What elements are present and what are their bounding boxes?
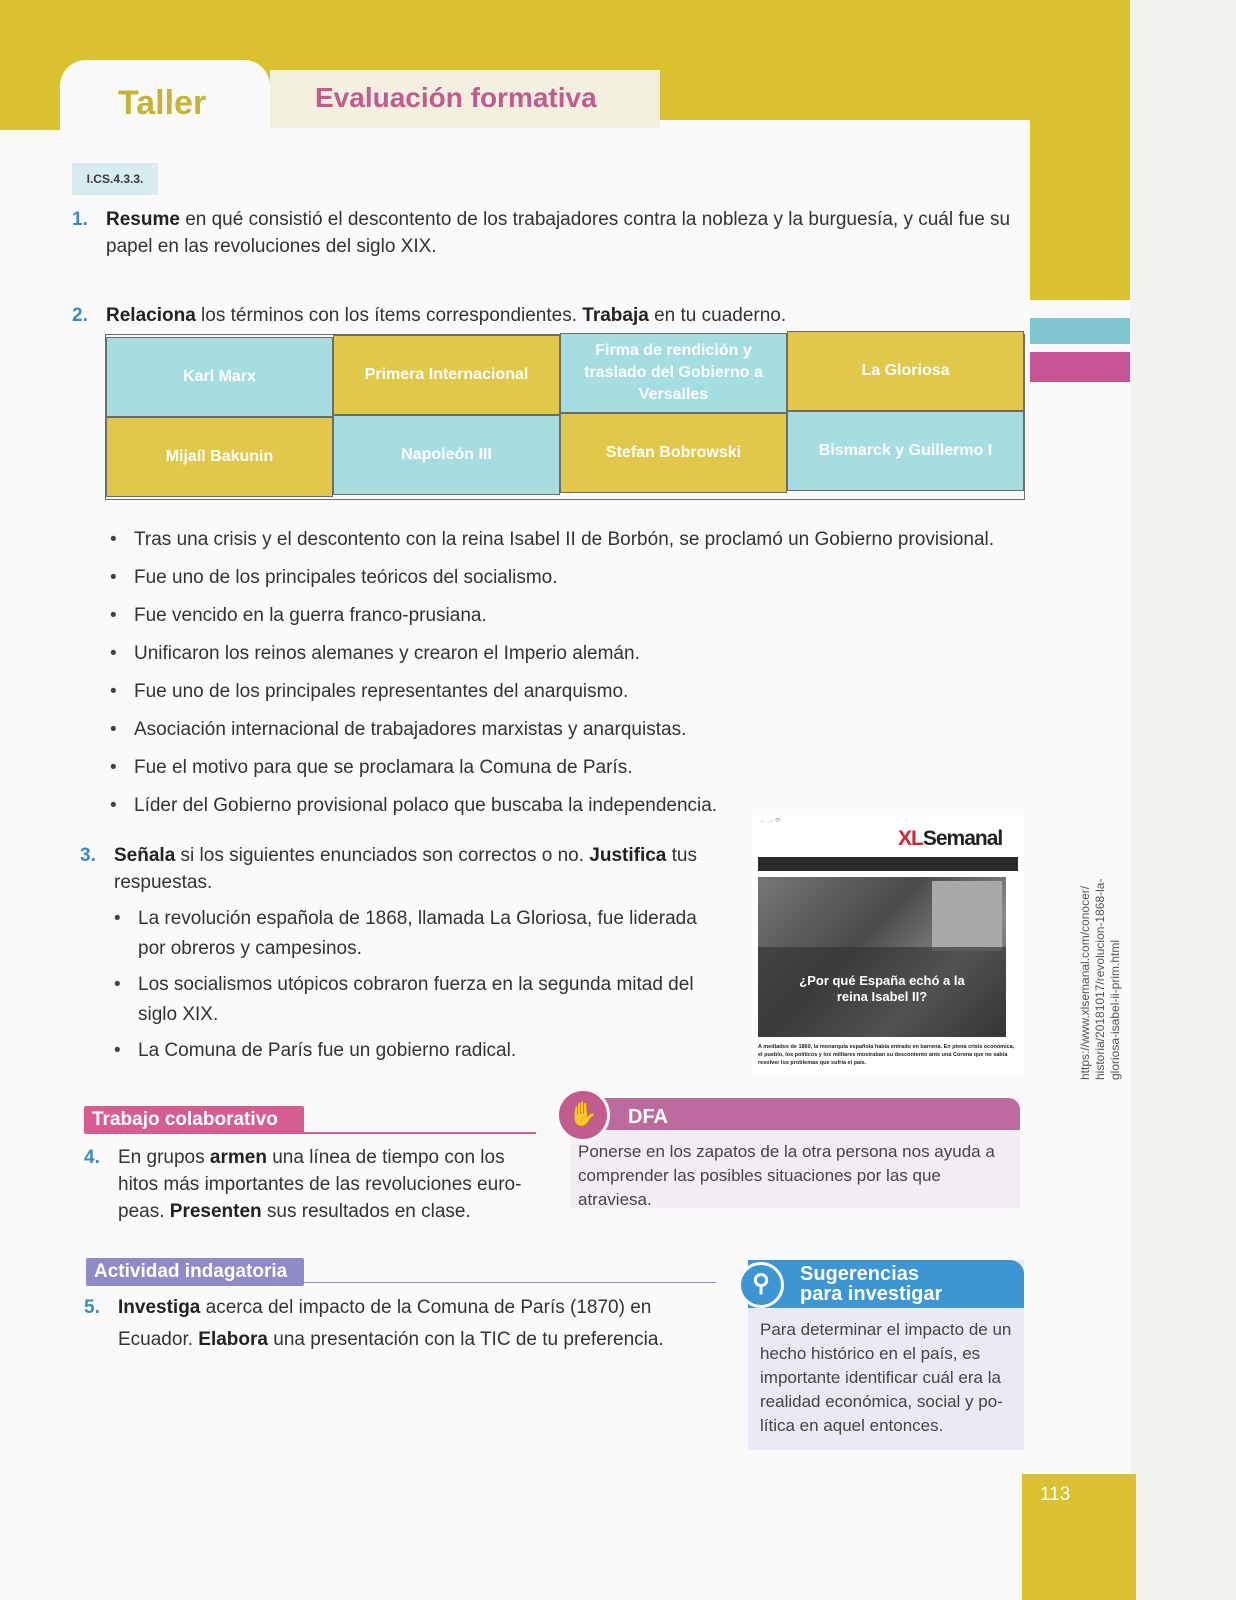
inquiry-section-title: Actividad indagatoria [86, 1258, 304, 1286]
dfa-text: Ponerse en los zapatos de la otra persona nos ayuda a comprender las posibles situaciones por las que atraviesa. [578, 1142, 995, 1209]
question-verb-2: Elabora [198, 1329, 268, 1350]
term-cell: Mijaíl Bakunin [106, 417, 333, 497]
term-cell: La Gloriosa [787, 331, 1024, 411]
statement-item: • La revolución española de 1868, llamada La Gloriosa, fue liderada por obreros y campesinos. [114, 904, 718, 964]
question-verb: Investiga [118, 1297, 201, 1318]
question-5 [84, 1292, 724, 1356]
question-number: 4. [84, 1147, 100, 1168]
items-list [110, 521, 1030, 825]
list-item: • Líder del Gobierno provisional polaco que buscaba la independencia. [110, 787, 1030, 825]
hands-icon: ✋ [556, 1088, 610, 1142]
historical-painting-image [758, 877, 1006, 1037]
magazine-caption: A mediados de 1860, la monarquía española había entrado en barrena. En plena crisis económica, el pueblo, los políticos y los militares mostraban su descontento ante una Corona que no sabía resolver los problemas que sufría el país. [758, 1044, 1015, 1066]
right-yellow-band [1030, 0, 1130, 300]
question-text-2: tus respuestas. [114, 845, 697, 893]
term-cell: Napoleón III [333, 415, 560, 495]
magazine-logo: XLSemanal [898, 827, 1003, 850]
question-text: acerca del impacto de la Comuna de París (1870) en Ecuador. [118, 1297, 652, 1350]
dfa-title: DFA [628, 1106, 668, 1128]
term-cell: Firma de rendición y traslado del Gobierno a Versalles [560, 333, 787, 413]
suggestions-text: Para determinar el impacto de un hecho histórico en el país, es importante identificar cuál era la realidad económica, social y po-lítica en aquel entonces. [760, 1320, 1012, 1435]
term-cell: Karl Marx [106, 337, 333, 417]
source-url: https://www.xlsemanal.com/conocer/ historia/20181017/revolucion-1868-la- gloriosa-isabel-ii-prim.html [1078, 878, 1122, 1080]
collab-divider [300, 1132, 536, 1134]
question-verb: armen [209, 1147, 267, 1168]
question-text-2: en tu cuaderno. [648, 305, 787, 326]
magazine-headline: ¿Por qué España echó a la reina Isabel II? [799, 973, 965, 1004]
magazine-nav-bar [758, 857, 1018, 871]
question-text: los términos con los ítems correspondientes. [195, 305, 583, 326]
criteria-code: I.CS.4.3.3. [72, 163, 158, 195]
list-item: • Tras una crisis y el descontento con la reina Isabel II de Borbón, se proclamó un Gobierno provisional. [110, 521, 1030, 559]
question-text: una línea de tiempo con los hitos más importantes de las revoluciones euro-peas. [118, 1147, 522, 1222]
side-tab-pink [1030, 352, 1130, 382]
browser-address-bar: ← → ⟳ [760, 818, 781, 824]
magnifier-icon: ⚲ [738, 1262, 784, 1308]
question-verb: Relaciona [106, 305, 196, 326]
question-number: 3. [80, 845, 96, 866]
terms-table [105, 334, 1025, 500]
statements-list [114, 904, 718, 1066]
term-cell: Stefan Bobrowski [560, 413, 787, 493]
question-verb-2: Presenten [169, 1201, 262, 1222]
magazine-screenshot [752, 815, 1024, 1075]
question-verb-2: Justifica [589, 845, 667, 866]
question-verb: Resume [106, 209, 180, 230]
statement-item: • La Comuna de París fue un gobierno radical. [114, 1036, 718, 1066]
evaluation-title: Evaluación formativa [315, 82, 597, 113]
list-item: • Fue uno de los principales representantes del anarquismo. [110, 673, 1030, 711]
question-number: 5. [84, 1297, 100, 1318]
question-number: 1. [72, 209, 88, 230]
term-cell: Bismarck y Guillermo I [787, 411, 1024, 491]
page-number: 113 [1040, 1484, 1071, 1505]
right-margin-strip [1130, 0, 1236, 1600]
taller-title: Taller [118, 84, 207, 122]
question-text: en qué consistió el descontento de los trabajadores contra la nobleza y la burguesía, y cuál fue su papel en las revoluciones del siglo XIX. [106, 209, 1011, 257]
side-tab-cyan [1030, 318, 1130, 344]
question-verb: Señala [114, 845, 176, 866]
question-text: si los siguientes enunciados son correctos o no. [175, 845, 590, 866]
list-item: • Fue uno de los principales teóricos del socialismo. [110, 559, 1030, 597]
question-4 [84, 1144, 539, 1224]
statement-item: • Los socialismos utópicos cobraron fuerza en la segunda mitad del siglo XIX. [114, 970, 718, 1030]
question-number: 2. [72, 305, 88, 326]
term-cell: Primera Internacional [333, 335, 560, 415]
list-item: • Unificaron los reinos alemanes y crearon el Imperio alemán. [110, 635, 1030, 673]
question-1 [72, 206, 1022, 266]
question-verb-2: Trabaja [582, 305, 649, 326]
collab-section-title: Trabajo colaborativo [84, 1106, 304, 1134]
list-item: • Fue el motivo para que se proclamara la Comuna de París. [110, 749, 1030, 787]
list-item: • Fue vencido en la guerra franco-prusiana. [110, 597, 1030, 635]
question-2 [72, 302, 1022, 332]
question-text: una presentación con la TIC de tu preferencia. [267, 1329, 664, 1350]
inquiry-divider [300, 1282, 716, 1283]
question-3 [80, 842, 720, 902]
suggestions-title: Sugerencias para investigar [800, 1263, 943, 1305]
list-item: • Asociación internacional de trabajadores marxistas y anarquistas. [110, 711, 1030, 749]
question-text: sus resultados en clase. [261, 1201, 471, 1222]
question-text: En grupos [118, 1147, 210, 1168]
